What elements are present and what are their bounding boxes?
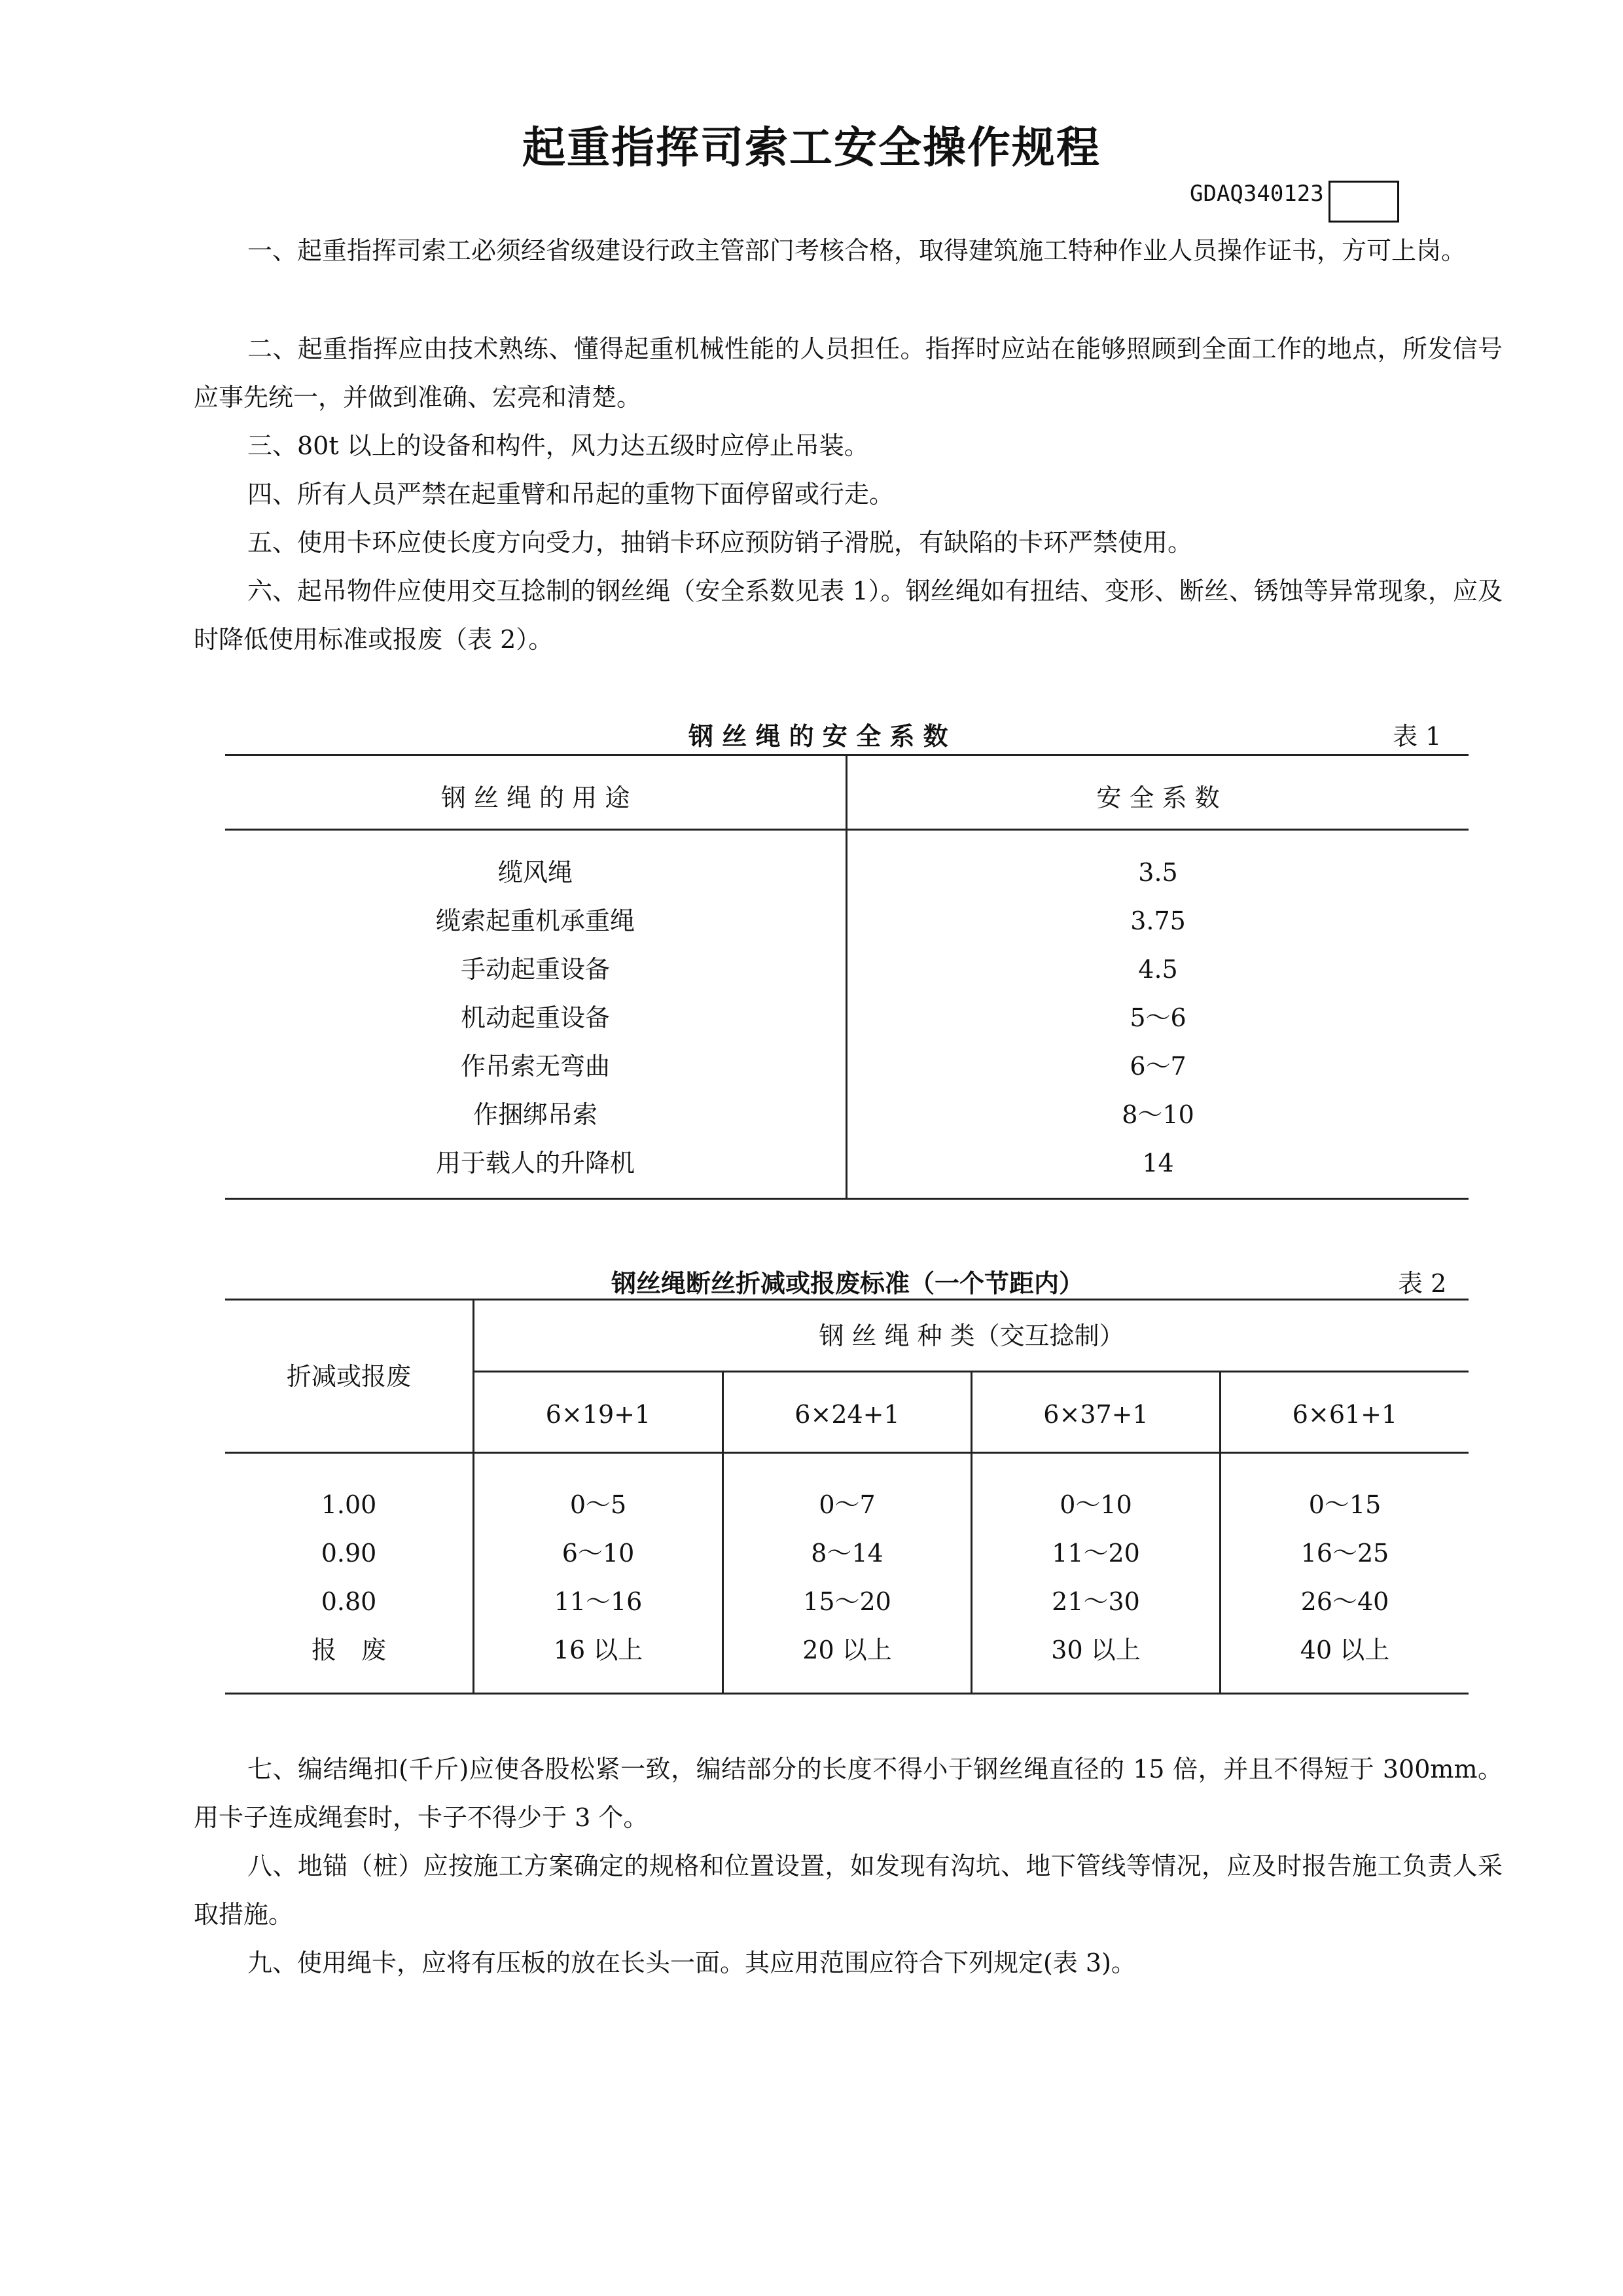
table-cell: 40 以上 xyxy=(1300,1636,1390,1664)
paragraph-4: 四、所有人员严禁在起重臂和吊起的重物下面停留或行走。 xyxy=(247,480,895,509)
paragraph-3: 三、80t 以上的设备和构件，风力达五级时应停止吊装。 xyxy=(247,431,869,460)
table1-header-usage: 钢 丝 绳 的 用 途 xyxy=(440,783,630,812)
table-cell: 0～5 xyxy=(569,1490,627,1519)
table2-number: 表 2 xyxy=(1398,1269,1447,1298)
table2-type4-column xyxy=(1221,1480,1469,1674)
table-cell: 0～10 xyxy=(1060,1490,1132,1519)
table-cell: 16～25 xyxy=(1300,1539,1389,1568)
table-cell: 缆索起重机承重绳 xyxy=(435,906,635,935)
table-cell: 作吊索无弯曲 xyxy=(460,1052,610,1081)
table-cell: 手动起重设备 xyxy=(460,955,610,984)
table1-caption: 钢 丝 绳 的 安 全 系 数 xyxy=(688,722,948,751)
paragraph-5: 五、使用卡环应使长度方向受力，抽销卡环应预防销子滑脱，有缺陷的卡环严禁使用。 xyxy=(247,528,1193,557)
document-code: GDAQ340123 xyxy=(1190,181,1324,207)
table-cell: 11～20 xyxy=(1052,1539,1140,1568)
table1-header-factor: 安 全 系 数 xyxy=(1096,783,1220,812)
table-cell: 16 以上 xyxy=(553,1636,643,1664)
table-cell: 0.90 xyxy=(321,1539,377,1568)
table-cell: 4.5 xyxy=(1138,955,1178,984)
table2-top-rule xyxy=(225,1299,1469,1300)
table-cell: 3.5 xyxy=(1138,858,1178,887)
table2-header-rule xyxy=(225,1452,1469,1454)
page-title: 起重指挥司索工安全操作规程 xyxy=(522,122,1101,173)
document-code-box xyxy=(1329,181,1399,223)
table2-row-header: 折减或报废 xyxy=(286,1362,411,1391)
paragraph-2: 二、起重指挥应由技术熟练、懂得起重机械性能的人员担任。指挥时应站在能够照顾到全面工作的地点，所发信号应事先统一，并做到准确、宏亮和清楚。 xyxy=(194,334,1503,412)
table-cell: 26～40 xyxy=(1300,1587,1389,1616)
table-cell: 3.75 xyxy=(1130,906,1186,935)
table-cell: 作捆绑吊索 xyxy=(473,1100,597,1129)
table2-group-header: 钢 丝 绳 种 类（交互捻制） xyxy=(819,1321,1124,1350)
table2-type-header: 6×37+1 xyxy=(1043,1400,1149,1429)
table-cell: 6～7 xyxy=(1130,1052,1186,1081)
table-cell: 0～7 xyxy=(819,1490,876,1519)
table-cell: 14 xyxy=(1142,1149,1174,1177)
table2-type-header: 6×24+1 xyxy=(794,1400,900,1429)
table-cell: 用于载人的升降机 xyxy=(435,1149,635,1177)
paragraph-9: 九、使用绳卡，应将有压板的放在长头一面。其应用范围应符合下列规定(表 3)。 xyxy=(247,1948,1136,1977)
table2-bottom-rule xyxy=(225,1693,1469,1695)
table2-caption: 钢丝绳断丝折减或报废标准（一个节距内） xyxy=(611,1269,1084,1298)
table1-factor-column xyxy=(847,848,1469,1187)
table-cell: 报 废 xyxy=(311,1636,386,1664)
table-cell: 机动起重设备 xyxy=(460,1003,610,1032)
table-cell: 15～20 xyxy=(803,1587,891,1616)
table2-factor-column xyxy=(225,1480,473,1674)
table-cell: 缆风绳 xyxy=(497,858,573,887)
table-cell: 0.80 xyxy=(321,1587,377,1616)
table1-usage-column xyxy=(225,848,846,1187)
table1-number: 表 1 xyxy=(1393,722,1442,751)
table2-type-header: 6×61+1 xyxy=(1292,1400,1398,1429)
table2-type2-column xyxy=(724,1480,971,1674)
table-cell: 5～6 xyxy=(1130,1003,1186,1032)
paragraph-1: 一、起重指挥司索工必须经省级建设行政主管部门考核合格，取得建筑施工特种作业人员操作证书，方可上岗。 xyxy=(247,236,1467,265)
table-cell: 6～10 xyxy=(562,1539,635,1568)
table2-type3-column xyxy=(972,1480,1219,1674)
table-cell: 20 以上 xyxy=(802,1636,892,1664)
table2-type1-column xyxy=(474,1480,722,1674)
table-cell: 1.00 xyxy=(321,1490,377,1519)
table-cell: 8～14 xyxy=(811,1539,883,1568)
paragraph-7: 七、编结绳扣(千斤)应使各股松紧一致，编结部分的长度不得小于钢丝绳直径的 15 倍，并且不得短于 300mm。用卡子连成绳套时，卡子不得少于 3 个。 xyxy=(194,1755,1503,1832)
paragraph-8: 八、地锚（桩）应按施工方案确定的规格和位置设置，如发现有沟坑、地下管线等情况，应及时报告施工负责人采取措施。 xyxy=(194,1852,1503,1929)
table2-type-header: 6×19+1 xyxy=(545,1400,651,1429)
table-cell: 0～15 xyxy=(1308,1490,1382,1519)
table-cell: 8～10 xyxy=(1122,1100,1194,1129)
table-cell: 11～16 xyxy=(554,1587,643,1616)
table-cell: 30 以上 xyxy=(1051,1636,1141,1664)
paragraph-6: 六、起吊物件应使用交互捻制的钢丝绳（安全系数见表 1）。钢丝绳如有扭结、变形、断丝、锈蚀等异常现象，应及时降低使用标准或报废（表 2）。 xyxy=(194,577,1503,654)
table-cell: 21～30 xyxy=(1052,1587,1140,1616)
